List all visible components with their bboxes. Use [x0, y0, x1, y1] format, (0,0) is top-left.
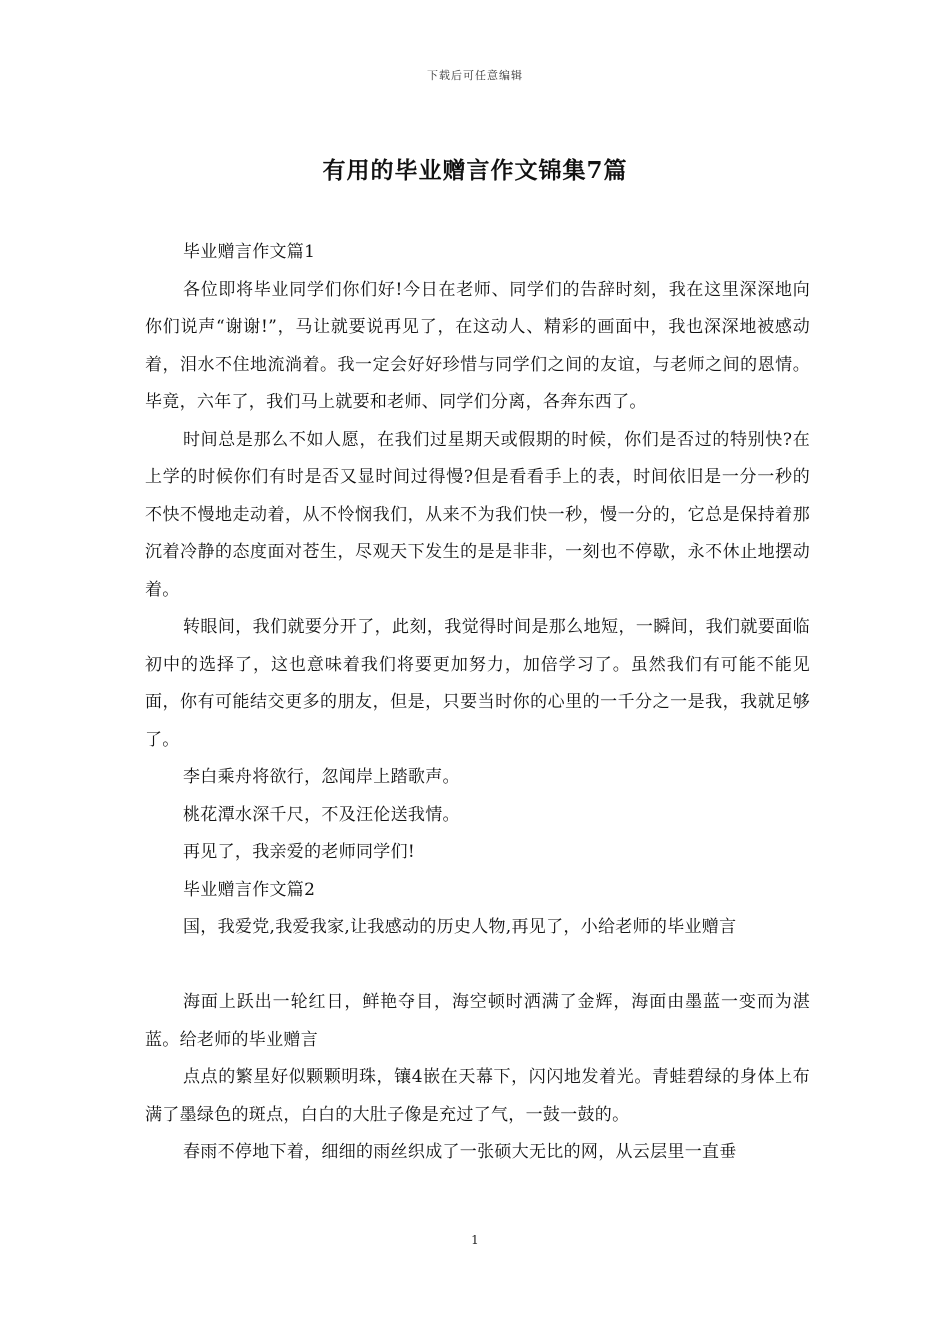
page-number: 1 [471, 1233, 479, 1247]
paragraph: 转眼间，我们就要分开了，此刻，我觉得时间是那么地短，一瞬间，我们就要面临初中的选择了，这也意味着我们将要更加努力，加倍学习了。虽然我们有可能不能见面，你有可能结交更多的朋友，但是，只要当时你的心里的一千分之一是我，我就足够了。 [145, 617, 810, 750]
paragraph: 春雨不停地下着，细细的雨丝织成了一张硕大无比的网，从云层里一直垂 [183, 1142, 737, 1162]
poem-line: 李白乘舟将欲行，忽闻岸上踏歌声。 [183, 767, 460, 787]
paragraph: 点点的繁星好似颗颗明珠，镶4嵌在天幕下，闪闪地发着光。青蛙碧绿的身体上布满了墨绿色的斑点，白白的大肚子像是充过了气，一鼓一鼓的。 [145, 1067, 810, 1125]
paragraph: 再见了，我亲爱的老师同学们! [183, 842, 416, 862]
poem-line: 桃花潭水深千尺，不及汪伦送我情。 [183, 804, 460, 825]
blank-line [145, 947, 810, 985]
document-body [145, 234, 810, 1172]
page-header-note: 下载后可任意编辑 [427, 69, 523, 82]
paragraph: 时间总是那么不如人愿，在我们过星期天或假期的时候，你们是否过的特别快?在上学的时候你们有时是否又显时间过得慢?但是看看手上的表，时间依旧是一分一秒的不快不慢地走动着，从不怜悯我们，从来不为我们快一秒，慢一分的，它总是保持着那沉着冷静的态度面对苍生，尽观天下发生的是是非非，一刻也不停歇，永不休止地摆动着。 [145, 429, 810, 600]
paragraph: 海面上跃出一轮红日，鲜艳夺目，海空顿时洒满了金辉，海面由墨蓝一变而为湛蓝。给老师的毕业赠言 [145, 992, 810, 1050]
document-title: 有用的毕业赠言作文锦集7篇 [322, 157, 628, 184]
section-heading: 毕业赠言作文篇2 [183, 879, 316, 900]
paragraph: 国，我爱党,我爱我家,让我感动的历史人物,再见了，小给老师的毕业赠言 [183, 917, 737, 937]
paragraph: 各位即将毕业同学们你们好!今日在老师、同学们的告辞时刻，我在这里深深地向你们说声“谢谢!”，马让就要说再见了，在这动人、精彩的画面中，我也深深地被感动着，泪水不住地流淌着。我一定会好好珍惜与同学们之间的友谊，与老师之间的恩情。毕竟，六年了，我们马上就要和老师、同学们分离，各奔东西了。 [145, 279, 810, 412]
section-heading: 毕业赠言作文篇1 [183, 242, 316, 262]
